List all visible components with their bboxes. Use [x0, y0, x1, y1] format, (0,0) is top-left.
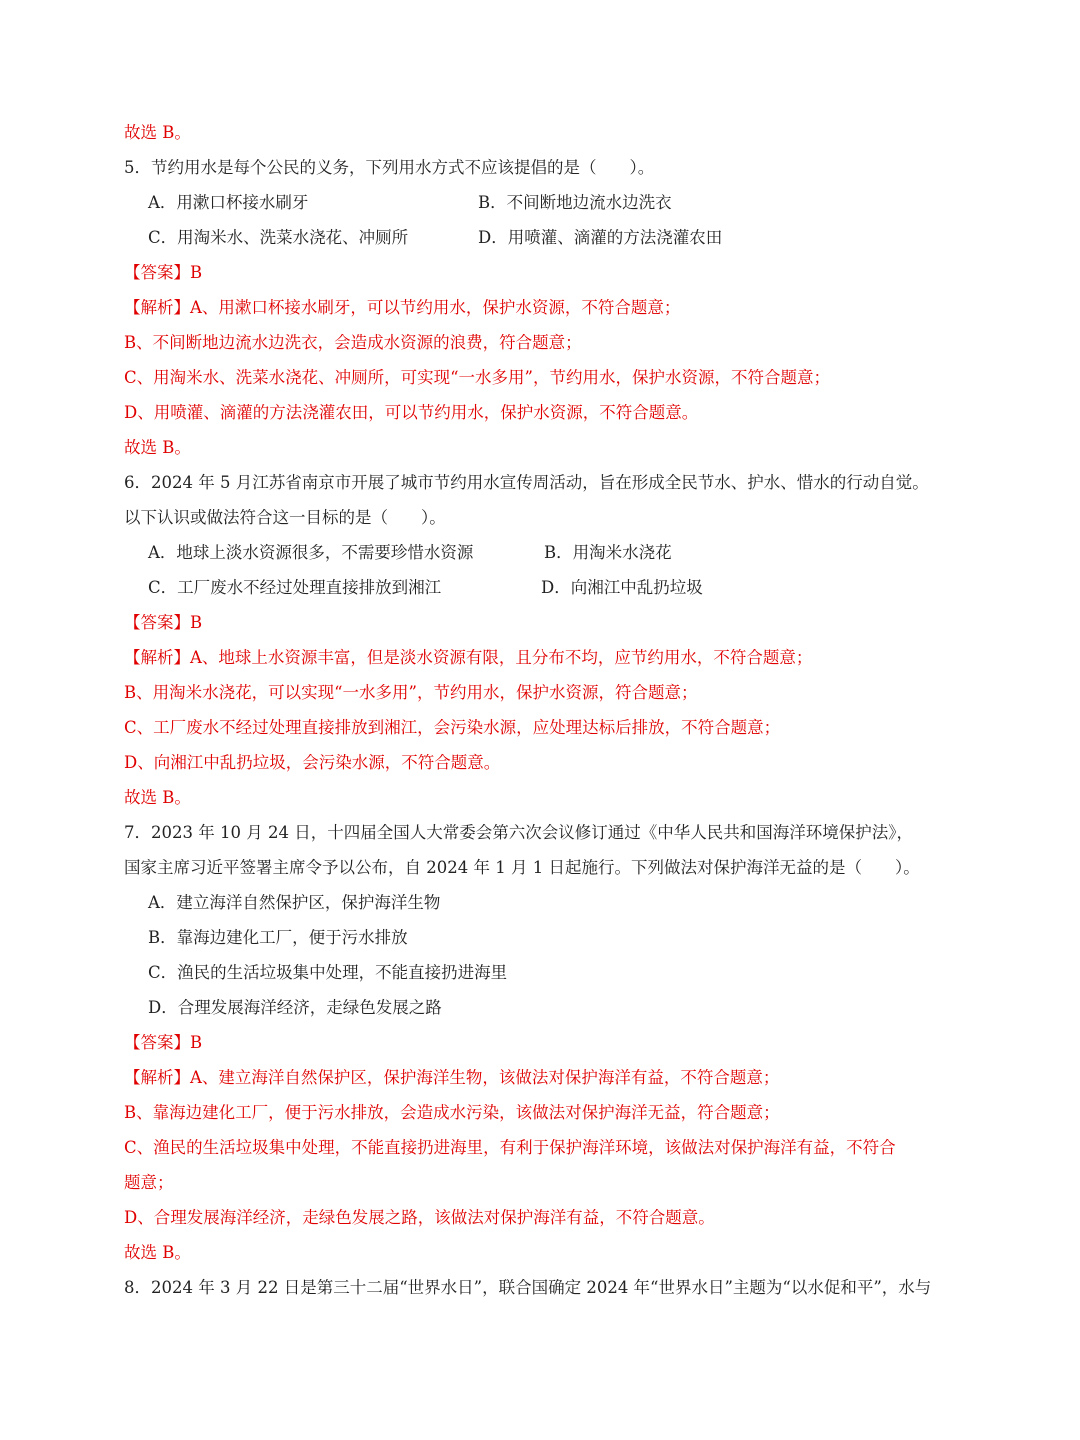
question-5-explanation-c: C、用淘米水、洗菜水浇花、冲厕所，可实现“一水多用”，节约用水，保护水资源，不符合题意； — [124, 368, 830, 387]
question-5-option-c: C．用淘米水、洗菜水浇花、冲厕所 — [148, 228, 409, 247]
question-6-stem-line2: 以下认识或做法符合这一目标的是（ ）。 — [124, 508, 446, 527]
question-7-answer: 【答案】B — [124, 1033, 203, 1052]
question-5-explanation-a: 【解析】A、用漱口杯接水刷牙，可以节约用水，保护水资源，不符合题意； — [124, 298, 681, 317]
question-8-stem-line1: 8．2024 年 3 月 22 日是第三十二届“世界水日”，联合国确定 2024 年“世界水日”主题为“以水促和平”，水与 — [124, 1278, 932, 1297]
question-7-option-d: D．合理发展海洋经济，走绿色发展之路 — [148, 998, 442, 1017]
question-5-option-a: A．用漱口杯接水刷牙 — [148, 193, 309, 212]
question-7-stem-line1: 7．2023 年 10 月 24 日，十四届全国人大常委会第六次会议修订通过《中华人民共和国海洋环境保护法》， — [124, 823, 913, 842]
question-6-explanation-b: B、用淘米水浇花，可以实现“一水多用”，节约用水，保护水资源，符合题意； — [124, 683, 698, 702]
question-7-explanation-b: B、靠海边建化工厂，便于污水排放，会造成水污染，该做法对保护海洋无益，符合题意； — [124, 1103, 780, 1122]
question-5-answer: 【答案】B — [124, 263, 203, 282]
question-7-option-b: B．靠海边建化工厂，便于污水排放 — [148, 928, 408, 947]
question-6-explanation-d: D、向湘江中乱扔垃圾，会污染水源，不符合题意。 — [124, 753, 501, 772]
question-7-selection: 故选 B。 — [124, 1243, 191, 1262]
question-7-explanation-a: 【解析】A、建立海洋自然保护区，保护海洋生物，该做法对保护海洋有益，不符合题意； — [124, 1068, 780, 1087]
question-5-stem: 5．节约用水是每个公民的义务，下列用水方式不应该提倡的是（ ）。 — [124, 158, 655, 177]
question-5-option-b: B．不间断地边流水边洗衣 — [478, 193, 672, 212]
question-7-option-a: A．建立海洋自然保护区，保护海洋生物 — [148, 893, 441, 912]
question-6-option-b: B．用淘米水浇花 — [544, 543, 672, 562]
question-6-option-a: A．地球上淡水资源很多，不需要珍惜水资源 — [148, 543, 474, 562]
question-7-explanation-c-line2: 题意； — [124, 1173, 174, 1192]
question-6-explanation-c: C、工厂废水不经过处理直接排放到湘江，会污染水源，应处理达标后排放，不符合题意； — [124, 718, 781, 737]
question-6-stem-line1: 6．2024 年 5 月江苏省南京市开展了城市节约用水宣传周活动，旨在形成全民节水、护水、惜水的行动自觉。 — [124, 473, 929, 492]
question-6-option-d: D．向湘江中乱扔垃圾 — [541, 578, 703, 597]
question-7-explanation-c-line1: C、渔民的生活垃圾集中处理，不能直接扔进海里，有利于保护海洋环境，该做法对保护海洋有益，不符合 — [124, 1138, 896, 1157]
question-7-explanation-d: D、合理发展海洋经济，走绿色发展之路，该做法对保护海洋有益，不符合题意。 — [124, 1208, 715, 1227]
question-7-option-c: C．渔民的生活垃圾集中处理，不能直接扔进海里 — [148, 963, 508, 982]
question-5-explanation-b: B、不间断地边流水边洗衣，会造成水资源的浪费，符合题意； — [124, 333, 582, 352]
question-6-answer: 【答案】B — [124, 613, 203, 632]
question-7-stem-line2: 国家主席习近平签署主席令予以公布，自 2024 年 1 月 1 日起施行。下列做法对保护海洋无益的是（ ）。 — [124, 858, 920, 877]
question-5-option-d: D．用喷灌、滴灌的方法浇灌农田 — [478, 228, 723, 247]
question-5-explanation-d: D、用喷灌、滴灌的方法浇灌农田，可以节约用水，保护水资源，不符合题意。 — [124, 403, 699, 422]
question-6-option-c: C．工厂废水不经过处理直接排放到湘江 — [148, 578, 442, 597]
question-6-selection: 故选 B。 — [124, 788, 191, 807]
question-5-selection: 故选 B。 — [124, 438, 191, 457]
answer-selection: 故选 B。 — [124, 123, 191, 142]
question-6-explanation-a: 【解析】A、地球上水资源丰富，但是淡水资源有限，且分布不均，应节约用水，不符合题意； — [124, 648, 813, 667]
